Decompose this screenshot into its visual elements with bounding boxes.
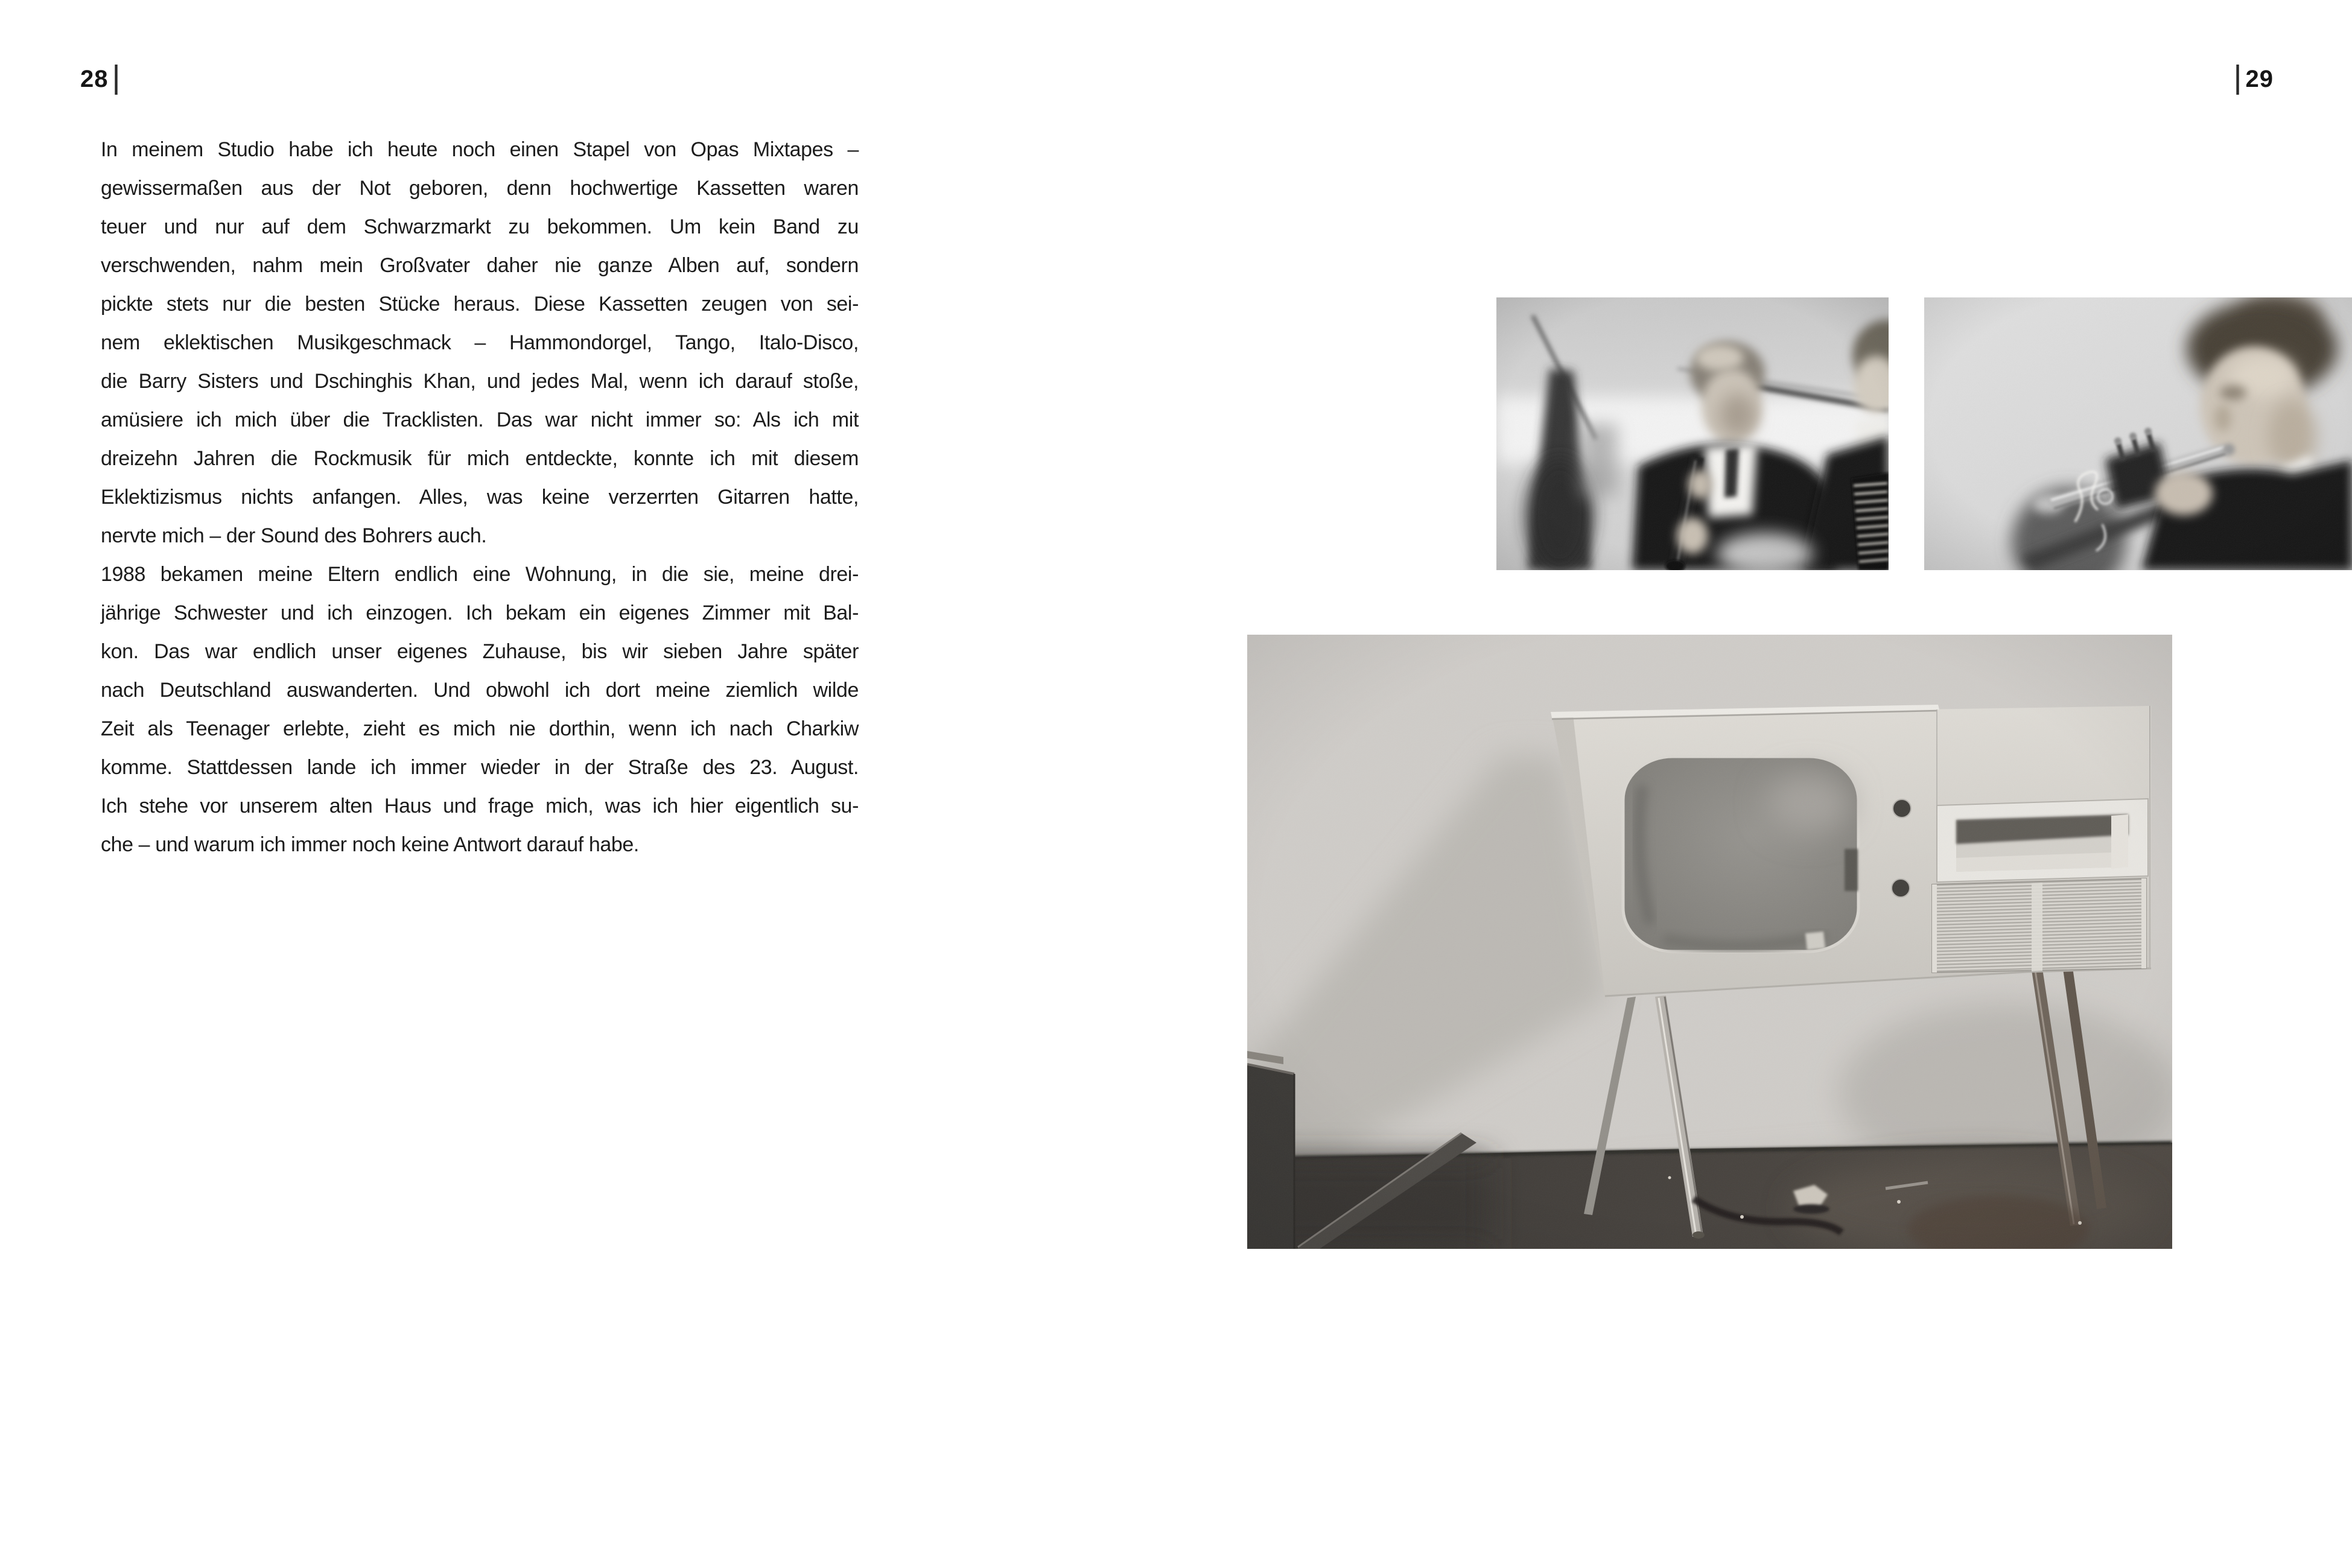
text-line: gewissermaßen aus der Not geboren, denn hochwertige Kassetten waren xyxy=(101,177,859,200)
text-line: nervte mich – der Sound des Bohrers auch. xyxy=(101,524,487,547)
text-line: 1988 bekamen meine Eltern endlich eine Wohnung, in die sie, meine drei- xyxy=(101,563,859,586)
body-text xyxy=(101,130,859,864)
text-line: teuer und nur auf dem Schwarzmarkt zu bekommen. Um kein Band zu xyxy=(101,215,859,238)
text-line: kon. Das war endlich unser eigenes Zuhause, bis wir sieben Jahre später xyxy=(101,640,859,663)
text-line: che – und warum ich immer noch keine Antwort darauf habe. xyxy=(101,833,639,856)
text-line: In meinem Studio habe ich heute noch einen Stapel von Opas Mixtapes – xyxy=(101,138,859,161)
photo-tv-cabinet xyxy=(1247,635,2172,1249)
text-line: pickte stets nur die besten Stücke heraus. Diese Kassetten zeugen von sei- xyxy=(101,293,859,316)
text-line: jährige Schwester und ich einzogen. Ich bekam ein eigenes Zimmer mit Bal- xyxy=(101,601,859,624)
text-line: die Barry Sisters und Dschinghis Khan, und jedes Mal, wenn ich darauf stoße, xyxy=(101,370,859,393)
photo-trumpeter-image xyxy=(1924,297,2352,570)
page-number-divider: | xyxy=(112,59,121,95)
text-line: Ich stehe vor unserem alten Haus und frage mich, was ich hier eigentlich su- xyxy=(101,795,859,817)
page-number-left xyxy=(80,59,121,95)
text-line: verschwenden, nahm mein Großvater daher nie ganze Alben auf, sondern xyxy=(101,254,859,277)
text-line: dreizehn Jahren die Rockmusik für mich entdeckte, konnte ich mit diesem xyxy=(101,447,859,470)
text-line: komme. Stattdessen lande ich immer wieder in der Straße des 23. August. xyxy=(101,756,859,779)
text-line: Eklektizismus nichts anfangen. Alles, was keine verzerrten Gitarren hatte, xyxy=(101,486,859,509)
text-line: amüsiere ich mich über die Tracklisten. Das war nicht immer so: Als ich mit xyxy=(101,408,859,431)
page-number-right xyxy=(2233,59,2274,95)
page-number-right-value: 29 xyxy=(2245,65,2274,92)
page-number-divider: | xyxy=(2233,59,2242,95)
photo-trumpeter xyxy=(1924,297,2352,570)
text-line: nem eklektischen Musikgeschmack – Hammondorgel, Tango, Italo-Disco, xyxy=(101,331,859,354)
page-number-left-value: 28 xyxy=(80,65,109,92)
photo-musicians-image xyxy=(1496,297,1889,570)
photo-musicians xyxy=(1496,297,1889,570)
text-line: Zeit als Teenager erlebte, zieht es mich nie dorthin, wenn ich nach Charkiw xyxy=(101,717,859,740)
photo-tv-cabinet-image xyxy=(1247,635,2172,1249)
text-line: nach Deutschland auswanderten. Und obwohl ich dort meine ziemlich wilde xyxy=(101,679,859,702)
